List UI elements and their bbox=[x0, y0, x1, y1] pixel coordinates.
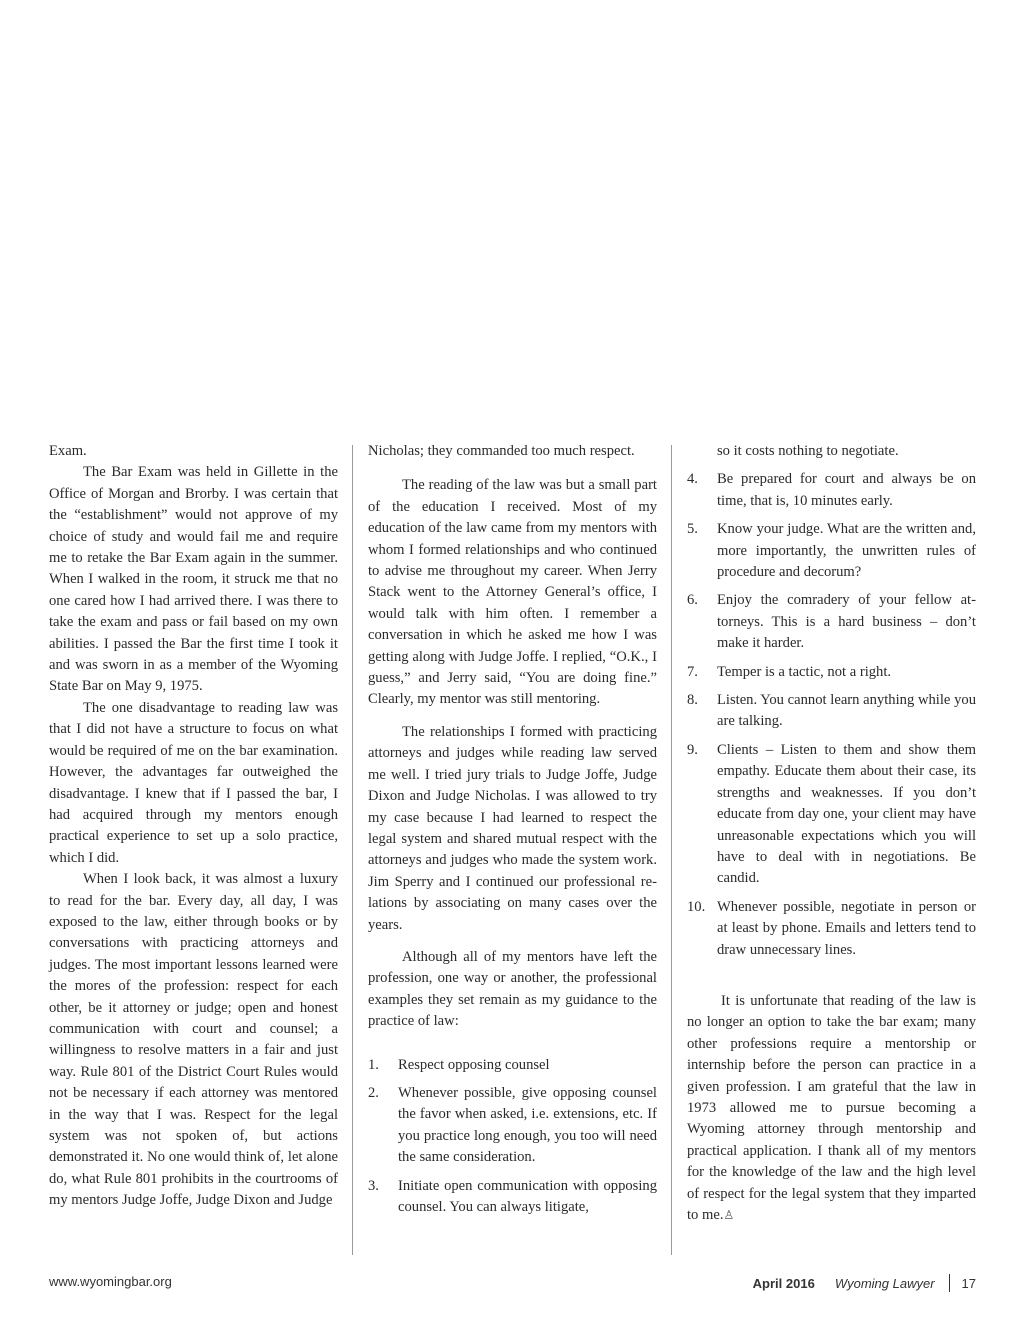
list-number: 6. bbox=[687, 592, 698, 609]
paragraph: The Bar Exam was held in Gillette in the Office of Morgan and Brorby. I was certain that the “establishment” would not approve of my choice of study and would fail me and require me to retake the Bar Exam again in the summer. When I walked in the room, it struck me that no one cared how I had arrived there. I was there to take the exam and pass or fail based on my own abilities. I passed the Bar the first time I took it and was sworn in as a member of the Wyoming State Bar on May 9, 1975. bbox=[49, 464, 338, 695]
paragraph: When I look back, it was almost a luxury to read for the bar. Every day, all day, I was exposed to the law, either through books or by conversations with practicing attorneys and judges. The most important lessons learned were the mores of the profession: respect for each other, be it attorney or judge; open and honest communication with court and counsel; a willingness to resolve matters in a fair and just way. Rule 801 of the District Court Rules would not be necessary if each attorney was mentored in the way that I was. Respect for the legal system was not spoken of, but actions demonstrated it. No one would think of, let alone do, what Rule 801 prohibits in the courtrooms of my mentors Judge Joffe, Judge Dixon and Judge bbox=[49, 871, 338, 1209]
list-continuation: so it costs nothing to negotiate. bbox=[717, 443, 899, 459]
page-footer bbox=[49, 1274, 976, 1292]
list-item bbox=[368, 1083, 657, 1169]
footer-right bbox=[753, 1274, 976, 1292]
column-divider bbox=[671, 445, 672, 1255]
end-mark-icon: ♙ bbox=[723, 1208, 735, 1222]
list-number: 8. bbox=[687, 692, 698, 709]
list-text: Respect opposing counsel bbox=[398, 1056, 550, 1073]
footer-separator bbox=[949, 1274, 950, 1292]
paragraph: Exam. bbox=[49, 443, 87, 459]
list-item bbox=[687, 690, 976, 733]
guidance-list bbox=[687, 469, 976, 961]
list-number: 10. bbox=[687, 898, 706, 915]
list-number: 7. bbox=[687, 663, 698, 680]
column-1 bbox=[49, 441, 338, 1212]
list-number: 2. bbox=[368, 1084, 379, 1101]
list-text: Whenever possible, give opposing counsel the favor when asked, i.e. extensions, etc. If you practice long enough, you too will need the same consideration. bbox=[398, 1084, 657, 1166]
list-item bbox=[687, 662, 976, 683]
paragraph: The one disadvantage to reading law was that I did not have a structure to focus on what would be required of me on the bar examination. However, the advantages far outweighed the disadvantage. I knew that if I passed the bar, I had acquired through my mentors enough practical experience to set up a solo practice, which I did. bbox=[49, 699, 338, 866]
list-text: Clients – Listen to them and show them empathy. Educate them about their case, its strengths and weaknesses. If you don’t educate from day one, your client may have unreasonable expectations which you will have to deal with in negotiations. Be candid. bbox=[717, 741, 976, 887]
list-number: 3. bbox=[368, 1177, 379, 1194]
paragraph: Nicholas; they commanded too much respect. bbox=[368, 443, 635, 459]
footer-publication: Wyoming Lawyer bbox=[834, 1275, 935, 1291]
list-number: 1. bbox=[368, 1056, 379, 1073]
paragraph: Although all of my mentors have left the profession, one way or another, the professional examples they set remain as my guidance to the practice of law: bbox=[368, 948, 657, 1030]
list-item bbox=[687, 469, 976, 512]
column-3 bbox=[687, 441, 976, 1226]
list-item bbox=[687, 740, 976, 890]
list-text: Enjoy the comradery of your fellow attorneys. This is a hard business – don’t make it harder. bbox=[717, 592, 976, 652]
list-text: Be prepared for court and always be on time, that is, 10 minutes early. bbox=[717, 471, 976, 509]
list-item bbox=[368, 1055, 657, 1076]
list-item bbox=[687, 519, 976, 583]
column-divider bbox=[352, 445, 353, 1255]
paragraph: The relationships I formed with practicing attorneys and judges while reading law served me well. I tried jury trials to Judge Joffe, Judge Dixon and Judge Nicholas. I was allowed to try my case because I had learned to respect the legal system and shared mutual respect with the attorneys and judges who made the system work. Jim Sperry and I continued our professional relations by associating on many cases over the years. bbox=[368, 723, 657, 933]
closing-paragraph bbox=[687, 991, 976, 1226]
list-text: Temper is a tactic, not a right. bbox=[717, 663, 892, 680]
guidance-list bbox=[368, 1055, 657, 1219]
list-item bbox=[368, 1176, 657, 1219]
footer-website: www.wyomingbar.org bbox=[49, 1274, 172, 1289]
list-text: Whenever possible, negotiate in person or at least by phone. Emails and letters tend to draw unnecessary lines. bbox=[717, 898, 976, 958]
paragraph: The reading of the law was but a small part of the education I received. Most of my education of the law came from my mentors with whom I formed relationships and who continued to advise me throughout my career. When Jerry Stack went to the Attorney General’s office, I would talk with him often. I remember a conversation in which he asked me how I was getting along with Judge Joffe. I replied, “O.K., I guess,” and Jerry said, “You are doing fine.” Clearly, my mentor was still mentoring. bbox=[368, 477, 657, 708]
footer-issue: April 2016 bbox=[752, 1275, 815, 1291]
list-item bbox=[687, 590, 976, 654]
list-number: 5. bbox=[687, 521, 698, 538]
closing-text: It is unfortunate that reading of the law is no longer an option to take the bar exam; many other professions require a mentorship or internship before the person can practice in a given profession. I am grateful that the law in 1973 allowed me to pursue becoming a Wyoming attorney through mentorship and practical application. I thank all of my mentors for the knowledge of the law and the high level of respect for the legal system that they imparted to me. bbox=[687, 992, 976, 1223]
list-text: Listen. You cannot learn anything while you are talking. bbox=[717, 692, 976, 730]
list-number: 4. bbox=[687, 471, 698, 488]
list-number: 9. bbox=[687, 741, 698, 758]
list-text: Initiate open communication with opposing counsel. You can always litigate, bbox=[398, 1177, 657, 1215]
column-2 bbox=[368, 441, 657, 1225]
list-text: Know your judge. What are the written and, more importantly, the unwritten rules of procedure and decorum? bbox=[717, 521, 976, 581]
page-number: 17 bbox=[961, 1275, 976, 1291]
list-item bbox=[687, 897, 976, 961]
